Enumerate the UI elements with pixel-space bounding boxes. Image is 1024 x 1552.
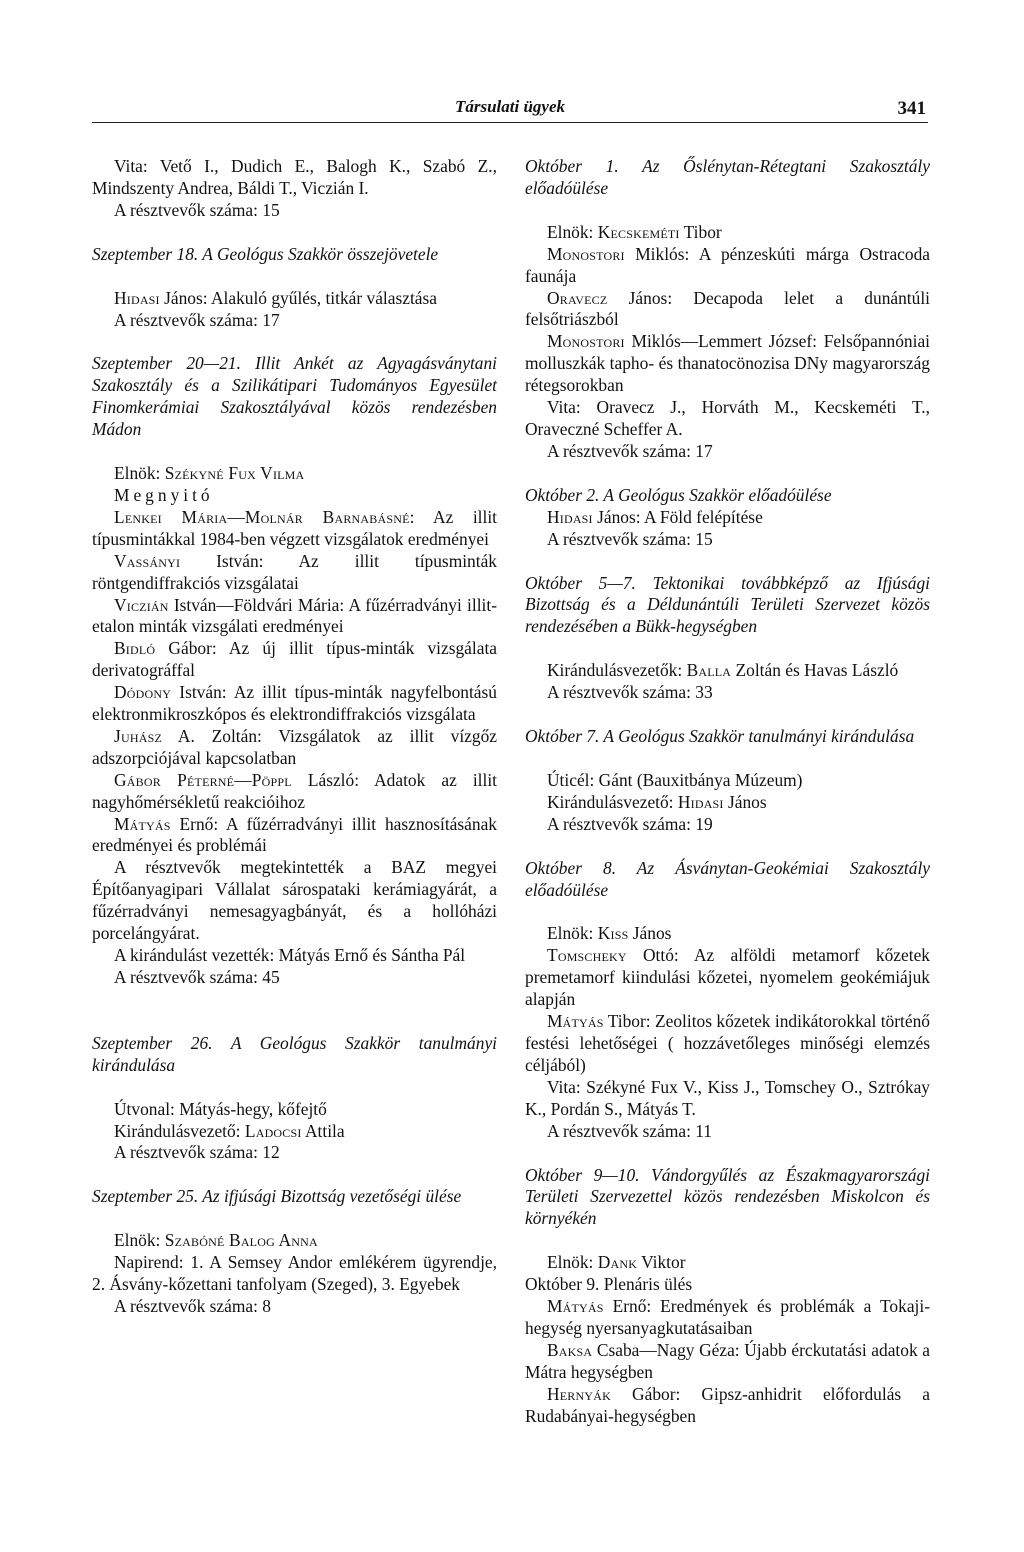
entry-heading: Október 7. A Geológus Szakkör tanulmányi kirándulása (525, 726, 915, 747)
entry-line (525, 923, 930, 945)
page-number: 341 (897, 98, 926, 119)
person-name: Gábor Péterné—Pöppl (114, 769, 292, 790)
person-name: Mátyás (547, 1011, 604, 1032)
line-text: Úticél: Gánt (Bauxitbánya Múzeum) (547, 769, 803, 790)
entry-line (525, 1296, 930, 1340)
person-name: Tomscheky (547, 945, 627, 966)
entry-line (92, 726, 497, 770)
person-name: Mátyás (547, 1296, 604, 1317)
line-text: Miklós—Lemmert József: Felsőpannóniai molluszkák tapho- és thanatocönozisa DNy magyarország rétegsorokban (525, 331, 930, 396)
line-text: A résztvevők száma: 15 (114, 199, 280, 220)
line-text: Vita: Székyné Fux V., Kiss J., Tomschey O., Sztrókay K., Pordán S., Mátyás T. (525, 1076, 930, 1119)
entry-line (92, 682, 497, 726)
line-text: Gábor: Az új illit típus-minták vizsgálata derivatográffal (92, 638, 497, 681)
line-text: Ottó: Az alföldi metamorf kőzetek premetamorf kiindulási kőzetei, nyomelem geokémiájuk alapján (525, 945, 930, 1010)
entry-line (525, 1121, 930, 1143)
entry-heading: Október 1. Az Őslénytan-Rétegtani Szakosztály előadóülése (525, 156, 930, 198)
entry-line (92, 638, 497, 682)
entry-block (525, 726, 930, 836)
entry-heading: Október 8. Az Ásványtan-Geokémiai Szakosztály előadóülése (525, 857, 930, 900)
person-name: Kecskeméti (597, 221, 680, 242)
entry-line (525, 792, 930, 814)
person-name: Mátyás (114, 813, 171, 834)
line-text: Csaba—Nagy Géza: Újabb érckutatási adatok a Mátra hegységben (525, 1339, 930, 1382)
line-text: János: A Föld felépítése (592, 506, 763, 527)
entry-line (525, 244, 930, 288)
entry-line (92, 1142, 497, 1164)
person-name: Lenkei Mária—Molnár Barnabásné (114, 506, 410, 527)
entry-block (525, 485, 930, 551)
entry-line (92, 485, 497, 507)
line-text: Elnök: (114, 463, 165, 484)
line-text: István: Az illit típusminták röntgendiffrakciós vizsgálatai (92, 550, 497, 593)
entry-block (92, 1033, 497, 1165)
entry-line (525, 770, 930, 792)
entry-line (525, 1252, 930, 1274)
line-text: A. Zoltán: Vizsgálatok az illit vízgőz adszorpciójával kapcsolatban (92, 725, 497, 768)
entry-heading: Október 5—7. Tektonikai továbbképző az Ifjúsági Bizottság és a Déldunántúli Területi Szervezet közös rendezésében a Bükk-hegységben (525, 572, 930, 637)
line-text: A résztvevők száma: 17 (547, 440, 713, 461)
person-name: Viczián (114, 594, 169, 615)
line-text: István—Földvári Mária: A fűzérradványi illit-etalon minták vizsgálati eredményei (92, 594, 497, 637)
person-name: Dódony (114, 682, 172, 703)
person-name: Oravecz (547, 287, 608, 308)
line-text: János (723, 791, 767, 812)
person-name: Ladocsi (244, 1120, 302, 1141)
entry-line (92, 595, 497, 639)
person-name: Dank (597, 1252, 638, 1273)
entry-line (92, 1230, 497, 1252)
entry-line (92, 156, 497, 200)
entry-heading: Szeptember 20—21. Illit Ankét az Agyagásványtani Szakosztály és a Szilikátipari Tudományos Egyesület Finomkerámiai Szakosztályával közös rendezésben Mádon (92, 353, 497, 440)
entry-line (525, 682, 930, 704)
running-title: Társulati ügyek (454, 97, 566, 116)
entry-line (92, 967, 497, 989)
entry-heading: Szeptember 25. Az ifjúsági Bizottság vezetőségi ülése (92, 1186, 462, 1207)
line-text: Elnök: (547, 923, 598, 944)
line-text: Viktor (637, 1252, 686, 1273)
person-name: Székyné Fux Vilma (164, 463, 305, 484)
line-text: Tibor (679, 221, 722, 242)
line-text: Október 9. Plenáris ülés (525, 1274, 693, 1295)
person-name: Monostori (547, 331, 625, 352)
person-name: Szabóné Balog Anna (164, 1230, 318, 1251)
entry-line (525, 1274, 930, 1296)
line-text: János (628, 923, 672, 944)
line-text: Tibor: Zeolitos kőzetek indikátorokkal történő festési lehetőségei ( hozzávetőleges minőségi elemzés céljából) (525, 1011, 930, 1075)
entry-block (525, 573, 930, 705)
line-text: A résztvevők száma: 15 (547, 528, 713, 549)
entry-line (92, 200, 497, 222)
line-text: Kirándulásvezetők: (547, 660, 687, 681)
entry-heading: Október 2. A Geológus Szakkör előadóülése (525, 484, 832, 505)
line-text: A résztvevők száma: 8 (114, 1295, 271, 1316)
line-text: A résztvevők száma: 17 (114, 309, 280, 330)
line-text: Ernő: A fűzérradványi illit hasznosításának eredményei és problémái (92, 813, 497, 856)
entry-line (525, 529, 930, 551)
entry-line (92, 310, 497, 332)
entry-heading: Szeptember 26. A Geológus Szakkör tanulmányi kirándulása (92, 1032, 497, 1075)
line-text: A résztvevők száma: 33 (547, 682, 713, 703)
running-header (92, 94, 928, 123)
person-name: Monostori (547, 243, 625, 264)
entry-line (525, 1077, 930, 1121)
line-text: Megnyitó (114, 484, 214, 505)
entry-line (92, 1252, 497, 1296)
person-name: Hernyák (547, 1383, 611, 1404)
entry-line (92, 1099, 497, 1121)
person-name: Baksa (547, 1339, 593, 1360)
entry-line (92, 1296, 497, 1318)
entry-heading: Szeptember 18. A Geológus Szakkör összejövetele (92, 243, 439, 264)
entry-line (525, 945, 930, 1011)
entry-line (92, 1121, 497, 1143)
entry-line (92, 814, 497, 858)
line-text: István: Az illit típus-minták nagyfelbontású elektronmikroszkópos és elektrondiffrakciós vizsgálata (92, 682, 497, 725)
entry-line (525, 288, 930, 332)
entry-line (525, 507, 930, 529)
line-text: A résztvevők száma: 12 (114, 1142, 280, 1163)
right-column (525, 156, 930, 1450)
line-text: János: Decapoda lelet a dunántúli felsőtriászból (525, 287, 930, 330)
line-text: Miklós: A pénzeskúti márga Ostracoda faunája (525, 243, 930, 286)
entry-line (525, 1011, 930, 1077)
line-text: Elnök: (547, 221, 598, 242)
entry-line (92, 945, 497, 967)
line-text: A résztvevők megtekintették a BAZ megyei Építőanyagipari Vállalat sárospataki kerámiagyárát, a fűzérradványi nemesagyagbányát, és a hollóházi porcelángyárat. (92, 857, 497, 944)
line-text: Zoltán és Havas László (731, 660, 899, 681)
line-text: János: Alakuló gyűlés, titkár választása (159, 287, 437, 308)
entry-block (92, 156, 497, 222)
person-name: Vassányi (114, 550, 181, 571)
person-name: Hidasi (114, 287, 160, 308)
entry-line (525, 397, 930, 441)
line-text: Ernő: Eredmények és problémák a Tokaji-hegység nyersanyagkutatásaiban (525, 1296, 930, 1338)
line-text: Gábor: Gipsz-anhidrit előfordulás a Rudabányai-hegységben (525, 1383, 930, 1426)
entry-line (525, 331, 930, 397)
entry-line (92, 288, 497, 310)
entry-line (92, 770, 497, 814)
entry-line (525, 1384, 930, 1428)
entry-line (525, 1340, 930, 1384)
entry-block (525, 156, 930, 463)
entry-block (92, 353, 497, 988)
line-text: : Az illit típusmintákkal 1984-ben végzett vizsgálatok eredményei (92, 506, 497, 549)
entry-line (92, 507, 497, 551)
person-name: Juhász (114, 725, 162, 746)
person-name: Balla (686, 660, 732, 681)
person-name: Kiss (597, 923, 629, 944)
line-text: A résztvevők száma: 11 (547, 1120, 712, 1141)
entry-heading: Október 9—10. Vándorgyűlés az Északmagyarországi Területi Szervezettel közös rendezésben Miskolcon és környékén (525, 1164, 930, 1229)
entry-block (92, 244, 497, 332)
line-text: Napirend: 1. A Semsey Andor emlékérem ügyrendje, 2. Ásvány-kőzettani tanfolyam (Szeged), 3. Egyebek (92, 1252, 497, 1295)
line-text: Útvonal: Mátyás-hegy, kőfejtő (114, 1098, 327, 1119)
entry-line (92, 551, 497, 595)
line-text: A résztvevők száma: 19 (547, 813, 713, 834)
person-name: Bidló (114, 638, 156, 659)
line-text: Vita: Oravecz J., Horváth M., Kecskeméti T., Oraveczné Scheffer A. (525, 397, 930, 439)
entry-line (525, 814, 930, 836)
line-text: Vita: Vető I., Dudich E., Balogh K., Szabó Z., Mindszenty Andrea, Báldi T., Viczián I. (92, 156, 497, 198)
entry-line (525, 441, 930, 463)
left-column (92, 156, 497, 1340)
entry-line (525, 222, 930, 244)
line-text: László: Adatok az illit nagyhőmérsékletű reakcióihoz (92, 769, 497, 812)
entry-block (525, 1165, 930, 1428)
entry-line (92, 463, 497, 485)
line-text: Kirándulásvezető: (547, 791, 678, 812)
line-text: Elnök: (114, 1230, 165, 1251)
entry-block (92, 1186, 497, 1318)
line-text: A kirándulást vezették: Mátyás Ernő és Sántha Pál (114, 945, 466, 965)
line-text: Attila (301, 1120, 345, 1141)
entry-line (525, 660, 930, 682)
entry-line (92, 857, 497, 945)
entry-block (525, 858, 930, 1143)
person-name: Hidasi (677, 791, 724, 812)
person-name: Hidasi (547, 506, 593, 527)
line-text: Elnök: (547, 1252, 598, 1273)
line-text: Kirándulásvezető: (114, 1120, 245, 1141)
line-text: A résztvevők száma: 45 (114, 966, 280, 987)
